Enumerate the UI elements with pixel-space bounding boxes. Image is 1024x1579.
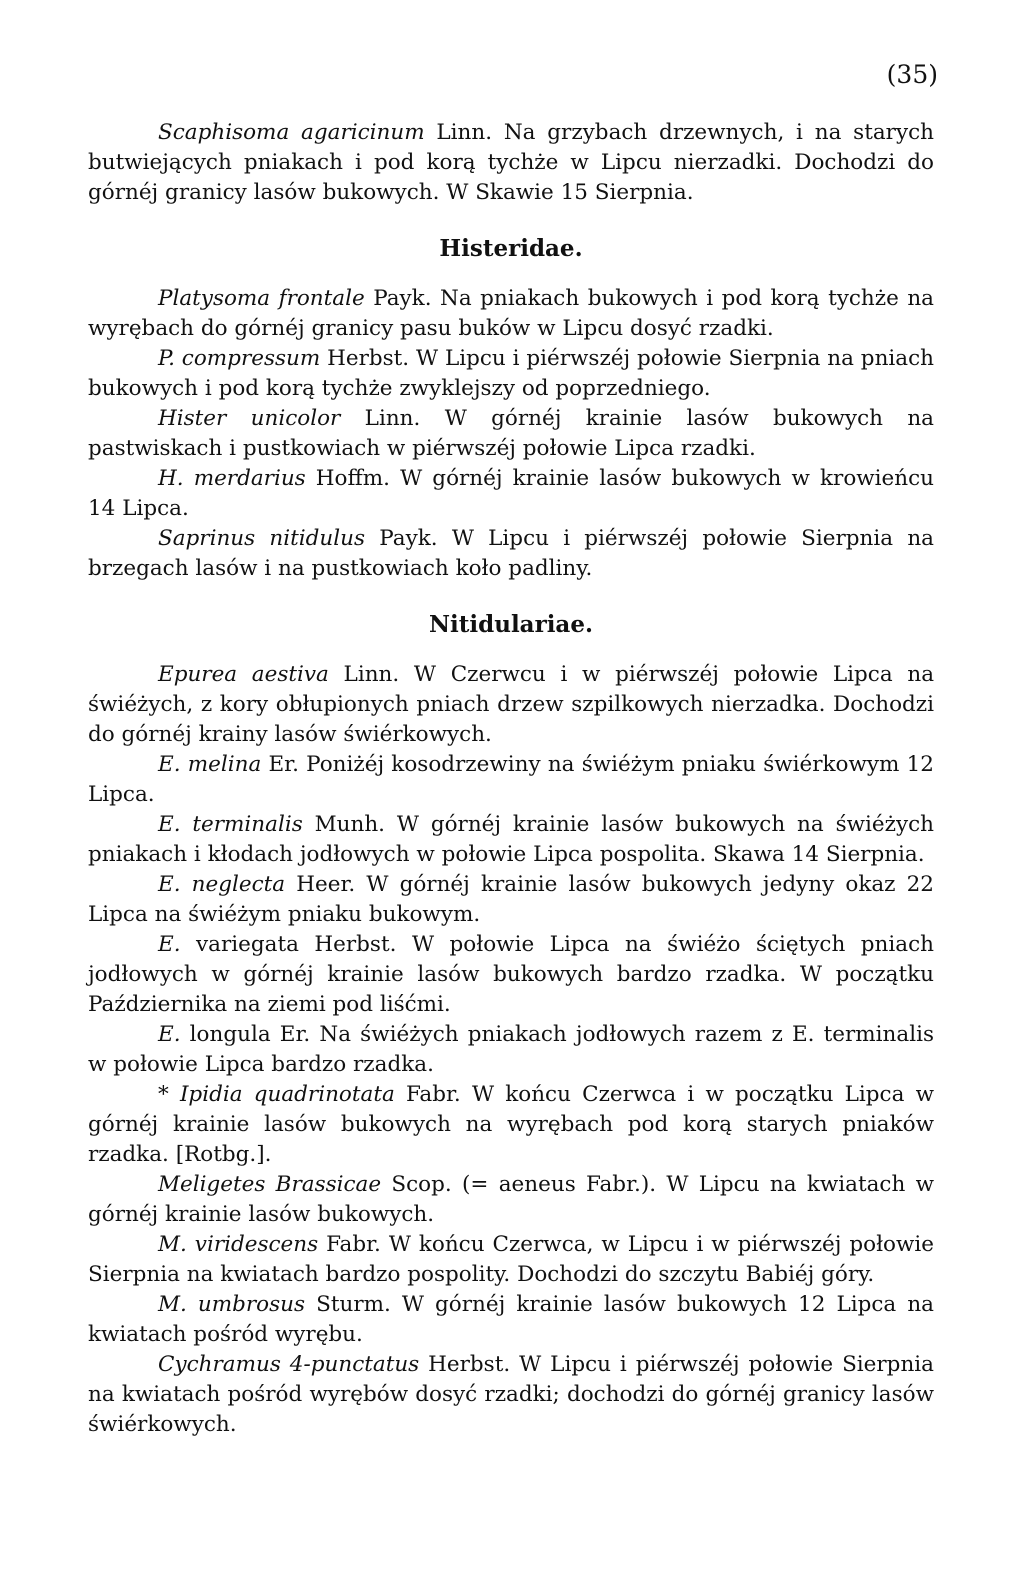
section-heading-histeridae: Histeridae. <box>439 235 583 262</box>
entry-text: Fabr. W końcu Czerwca, w Lipcu i w piérwszéj połowie Sierpnia na kwiatach bardzo pospolity. Dochodzi do szczytu Babiéj góry. <box>88 1232 934 1287</box>
species-name: Saprinus nitidulus <box>158 526 366 551</box>
entry-text: Linn. W Czerwcu i w piérwszéj połowie Lipca na świéżych, z kory obłupionych pniach drzew szpilkowych nierzadka. Dochodzi do górnéj krainy lasów świérkowych. <box>88 662 935 747</box>
species-name: E. <box>158 1022 181 1047</box>
entry-scaphisoma <box>88 118 934 208</box>
species-name: E. terminalis <box>158 812 303 837</box>
entry-meligetes-brassicae <box>88 1170 934 1230</box>
entry-text: Munh. W górnéj krainie lasów bukowych na świéżych pniakach i kłodach jodłowych w połowie Lipca pospolita. Skawa 14 Sierpnia. <box>88 812 934 867</box>
entry-m-umbrosus <box>88 1290 934 1350</box>
species-name: E. melina <box>158 752 262 777</box>
species-name: Scaphisoma agaricinum <box>158 120 425 145</box>
page-content <box>88 118 934 1440</box>
entry-text: Sturm. W górnéj krainie lasów bukowych 12 Lipca na kwiatach pośród wyrębu. <box>88 1292 934 1347</box>
entry-text: Linn. W górnéj krainie lasów bukowych na pastwiskach i pustkowiach w piérwszéj połowie Lipca rzadki. <box>88 406 934 461</box>
entry-text: Fabr. W końcu Czerwca i w początku Lipca w górnéj krainie lasów bukowych na wyrębach pod korą starych pniaków rzadka. [Rotbg.]. <box>88 1082 935 1167</box>
entry-text: Payk. W Lipcu i piérwszéj połowie Sierpnia na brzegach lasów i na pustkowiach koło padliny. <box>88 526 934 581</box>
entry-cychramus-4-punctatus <box>88 1350 934 1440</box>
entry-text: Heer. W górnéj krainie lasów bukowych jedyny okaz 22 Lipca na świéżym pniaku bukowym. <box>88 872 934 927</box>
entry-e-neglecta <box>88 870 934 930</box>
entry-text: Scop. (= aeneus Fabr.). W Lipcu na kwiatach w górnéj krainie lasów bukowych. <box>88 1172 934 1227</box>
species-name: E. neglecta <box>158 872 286 897</box>
entry-text: variegata Herbst. W połowie Lipca na świéżo ściętych pniach jodłowych w górnéj krainie lasów bukowych bardzo rzadka. W początku Października na ziemi pod liśćmi. <box>88 932 934 1017</box>
species-name: Platysoma frontale <box>158 286 365 311</box>
species-name: H. merdarius <box>158 466 306 491</box>
entry-text: Payk. Na pniakach bukowych i pod korą tychże na wyrębach do górnéj granicy pasu buków w Lipcu dosyć rzadki. <box>88 286 934 341</box>
entry-text: Herbst. W Lipcu i piérwszéj połowie Sierpnia na kwiatach pośród wyrębów dosyć rzadki; dochodzi do górnéj granicy lasów świérkowych. <box>88 1352 934 1437</box>
species-name: P. compressum <box>158 346 321 371</box>
entry-e-terminalis <box>88 810 934 870</box>
species-name: Epurea aestiva <box>158 662 329 687</box>
entry-text: longula Er. Na świéżych pniakach jodłowych razem z E. terminalis w połowie Lipca bardzo rzadka. <box>88 1022 934 1077</box>
section-heading-nitidulariae: Nitidulariae. <box>429 611 593 638</box>
entry-text: Linn. Na grzybach drzewnych, i na starych butwiejących pniakach i pod korą tychże w Lipcu nierzadki. Dochodzi do górnéj granicy lasów bukowych. W Skawie 15 Sierpnia. <box>88 120 934 205</box>
species-name: M. viridescens <box>158 1232 319 1257</box>
entry-epurea-aestiva <box>88 660 934 750</box>
species-name: Hister unicolor <box>158 406 341 431</box>
entry-m-viridescens <box>88 1230 934 1290</box>
entry-text: Herbst. W Lipcu i piérwszéj połowie Sierpnia na pniach bukowych i pod korą tychże zwyklejszy od poprzedniego. <box>88 346 934 401</box>
entry-saprinus-nitidulus <box>88 524 934 584</box>
entry-hister-unicolor <box>88 404 934 464</box>
entry-e-variegata <box>88 930 934 1020</box>
species-name: * Ipidia quadrinotata <box>158 1082 395 1107</box>
species-name: M. umbrosus <box>158 1292 306 1317</box>
entry-text: Hoffm. W górnéj krainie lasów bukowych w krowieńcu 14 Lipca. <box>88 466 934 521</box>
entry-e-longula <box>88 1020 934 1080</box>
entry-e-melina <box>88 750 934 810</box>
species-name: E. <box>158 932 181 957</box>
entry-h-merdarius <box>88 464 934 524</box>
species-name: Cychramus 4-punctatus <box>158 1352 420 1377</box>
entry-ipidia-quadrinotata <box>88 1080 934 1170</box>
entry-platysoma-frontale <box>88 284 934 344</box>
page-number: (35) <box>886 60 938 89</box>
entry-p-compressum <box>88 344 934 404</box>
species-name: Meligetes Brassicae <box>158 1172 382 1197</box>
entry-text: Er. Poniżéj kosodrzewiny na świéżym pniaku świérkowym 12 Lipca. <box>88 752 934 807</box>
